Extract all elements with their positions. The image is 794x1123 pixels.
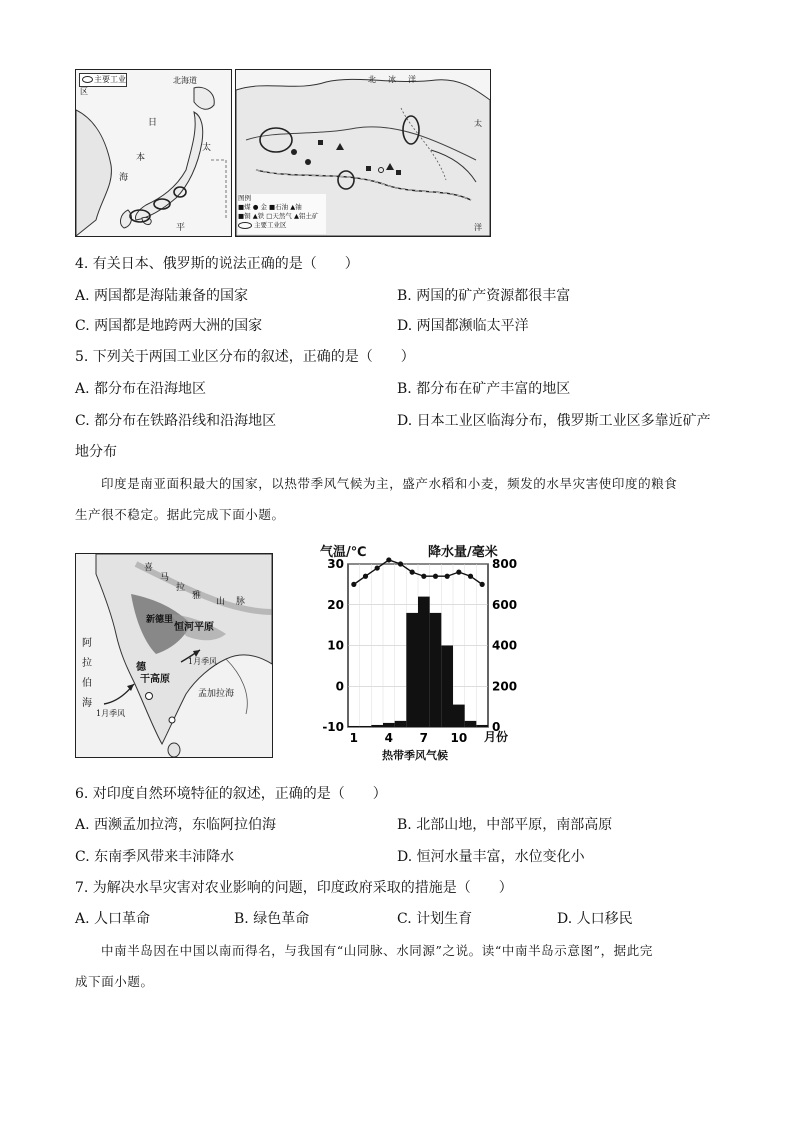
- india-label-jan-monsoon-east: 1月季风: [188, 657, 218, 666]
- q5-stem: 5. 下列关于两国工业区分布的叙述，正确的是（ ）: [75, 349, 415, 365]
- chart-x-tick-label: 1: [349, 731, 359, 745]
- chart-temperature-point: [480, 582, 485, 587]
- chart-bar: [441, 646, 453, 728]
- india-label-shan: 山: [216, 597, 226, 607]
- japan-map-svg: [76, 70, 231, 236]
- india-label-mai: 脉: [236, 597, 246, 607]
- q5-option-b[interactable]: B. 都分布在矿产丰富的地区: [397, 381, 571, 397]
- japan-map-legend: [79, 73, 127, 96]
- chart-temperature-point: [398, 561, 403, 566]
- q4-option-d[interactable]: D. 两国都濒临太平洋: [397, 318, 529, 334]
- india-label-jan-monsoon-west: 1月季风: [96, 709, 126, 718]
- chart-x-tick-label: 4: [384, 731, 394, 745]
- q7-stem: 7. 为解决水旱灾害对农业影响的问题，印度政府采取的措施是（ ）: [75, 880, 513, 896]
- chart-right-tick-label: 0: [492, 720, 501, 734]
- q6-option-d[interactable]: D. 恒河水量丰富，水位变化小: [397, 849, 585, 865]
- japan-label-hai: 海: [119, 173, 129, 183]
- india-label-hai: 海: [82, 698, 92, 709]
- russia-label-bei: 北: [368, 75, 376, 84]
- india-label-new-delhi: 新德里: [146, 615, 174, 625]
- india-label-a: 阿: [82, 638, 92, 649]
- japan-label-ping: 平: [176, 223, 186, 233]
- chart-temperature-point: [433, 574, 438, 579]
- chart-right-tick-label: 400: [492, 638, 518, 653]
- india-label-xi: 喜: [144, 563, 154, 573]
- chart-x-tick-label: 7: [419, 731, 429, 745]
- q6-stem: 6. 对印度自然环境特征的叙述，正确的是（ ）: [75, 786, 387, 802]
- q5-option-d-continued: 地分布: [75, 444, 117, 460]
- q6-option-c[interactable]: C. 东南季风带来丰沛降水: [75, 849, 235, 865]
- chart-xlabel: 月份: [484, 730, 509, 744]
- q4-option-b[interactable]: B. 两国的矿产资源都很丰富: [397, 288, 571, 304]
- india-map-svg: [76, 554, 272, 757]
- chart-temperature-point: [445, 574, 450, 579]
- q4-stem: 4. 有关日本、俄罗斯的说法正确的是（ ）: [75, 256, 359, 272]
- japan-map: [75, 69, 232, 237]
- russia-legend-region-label: 主要工业区: [254, 221, 287, 229]
- chart-bar: [360, 726, 372, 727]
- russia-label-pacific-yang: 洋: [474, 223, 482, 232]
- chart-bar: [383, 723, 395, 727]
- chart-x-tick-label: 10: [450, 731, 468, 745]
- chart-left-tick-label: 0: [335, 679, 344, 694]
- q7-option-b[interactable]: B. 绿色革命: [234, 911, 310, 927]
- japan-label-hokkaido: 北海道: [173, 76, 197, 85]
- q5-option-c[interactable]: C. 都分布在铁路沿线和沿海地区: [75, 413, 277, 429]
- chart-bar: [395, 721, 407, 727]
- passage-india-line1: 印度是南亚面积最大的国家，以热带季风气候为主，盛产水稻和小麦，频发的水旱灾害使印度的粮食: [101, 476, 678, 491]
- chart-temperature-point: [421, 574, 426, 579]
- japan-label-ben: 本: [136, 153, 146, 163]
- india-map: [75, 553, 273, 758]
- q6-option-b[interactable]: B. 北部山地，中部平原，南部高原: [397, 817, 613, 833]
- q6-option-a[interactable]: A. 西濒孟加拉湾，东临阿拉伯海: [75, 817, 277, 833]
- india-label-deccan-plateau: 干高原: [140, 674, 170, 685]
- chart-left-tick-label: 10: [327, 638, 344, 653]
- russia-legend-row2: ■铜 ▲铁 □天然气 ▲铝土矿: [238, 212, 319, 220]
- q7-option-d[interactable]: D. 人口移民: [557, 911, 633, 927]
- chart-temperature-point: [363, 574, 368, 579]
- chart-left-tick-label: -10: [322, 720, 344, 734]
- chart-temperature-point: [386, 557, 391, 562]
- chart-temperature-point: [468, 574, 473, 579]
- chart-title: 热带季风气候: [382, 749, 448, 762]
- chart-bar: [406, 613, 418, 727]
- chart-temperature-point: [410, 570, 415, 575]
- chart-ylabel-right: 降水量/毫米: [428, 545, 498, 560]
- chart-bar: [465, 721, 477, 727]
- russia-label-tai: 太: [474, 119, 482, 128]
- india-label-ya: 雅: [192, 591, 202, 601]
- chart-temperature-point: [375, 565, 380, 570]
- chart-right-tick-label: 200: [492, 679, 518, 694]
- india-label-ma: 马: [160, 573, 170, 583]
- chart-bar: [453, 705, 465, 727]
- q4-option-a[interactable]: A. 两国都是海陆兼备的国家: [75, 288, 249, 304]
- russia-legend-title: 图例: [238, 194, 251, 202]
- chart-bar: [476, 725, 488, 727]
- q7-option-a[interactable]: A. 人口革命: [75, 911, 151, 927]
- india-label-bo: 伯: [82, 678, 92, 689]
- india-label-ganges-plain: 恒河平原: [174, 622, 214, 633]
- japan-label-tai: 太: [202, 143, 212, 153]
- chart-ylabel-left: 气温/℃: [320, 545, 367, 560]
- legend-ellipse-icon: [82, 76, 93, 83]
- russia-label-bing: 冰: [388, 75, 396, 84]
- india-label-de: 德: [136, 662, 146, 673]
- chart-temperature-point: [456, 570, 461, 575]
- russia-map: [235, 69, 491, 237]
- passage-india-line2: 生产很不稳定。据此完成下面小题。: [75, 507, 285, 522]
- chart-temperature-point: [351, 582, 356, 587]
- chart-bar: [371, 725, 383, 727]
- india-label-la2: 拉: [82, 658, 92, 669]
- chart-right-tick-label: 800: [492, 557, 518, 571]
- passage-indochina-line1: 中南半岛因在中国以南而得名，与我国有“山同脉、水同源”之说。读“中南半岛示意图”，据此完: [101, 943, 653, 958]
- india-label-bay-of-bengal: 孟加拉海: [198, 689, 235, 699]
- q7-option-c[interactable]: C. 计划生育: [397, 911, 473, 927]
- chart-right-tick-label: 600: [492, 597, 518, 612]
- q5-option-d[interactable]: D. 日本工业区临海分布，俄罗斯工业区多靠近矿产: [397, 413, 711, 429]
- passage-indochina-line2: 成下面小题。: [75, 974, 154, 989]
- chart-bar: [430, 613, 442, 727]
- russia-label-yang: 洋: [408, 75, 416, 84]
- chart-left-tick-label: 20: [327, 597, 344, 612]
- chart-bar: [418, 597, 430, 727]
- russia-legend-region: [238, 221, 326, 230]
- climate-chart: [316, 541, 532, 771]
- india-label-la: 拉: [176, 583, 186, 593]
- japan-legend-label: 主要工业区: [80, 75, 126, 96]
- q4-option-c[interactable]: C. 两国都是地跨两大洲的国家: [75, 318, 263, 334]
- chart-left-tick-label: 30: [327, 557, 344, 571]
- chart-bar: [348, 726, 360, 727]
- russia-legend-row1: ■煤 ● 金 ■石油 ▲铀: [238, 203, 302, 211]
- legend-ellipse-icon: [238, 222, 252, 229]
- q5-option-a[interactable]: A. 都分布在沿海地区: [75, 381, 207, 397]
- russia-map-legend: [238, 194, 326, 234]
- japan-label-ri: 日: [148, 118, 158, 128]
